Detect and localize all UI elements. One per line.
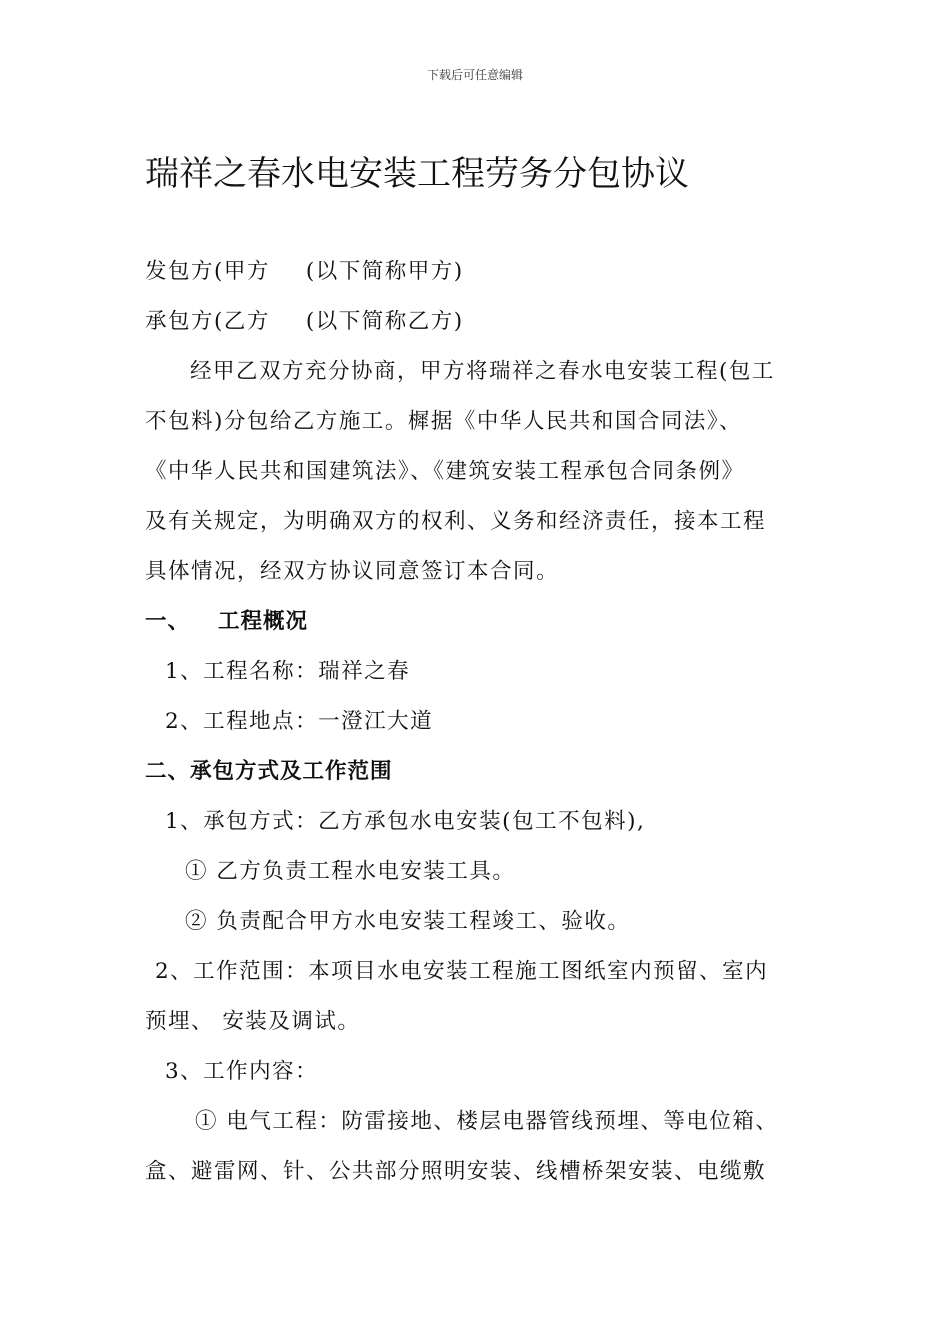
intro-line-5: 具体情况，经双方协议同意签订本合同。: [145, 559, 560, 584]
section-1-title: 工程概况: [218, 609, 309, 634]
section-1-item-1: 1、工程名称：瑞祥之春: [165, 659, 411, 684]
intro-line-1: 经甲乙双方充分协商，甲方将瑞祥之春水电安装工程(包工: [190, 359, 775, 384]
party-b-note: (以下简称乙方): [305, 309, 464, 334]
section-2-item-1: 1、承包方式：乙方承包水电安装(包工不包料),: [165, 809, 646, 834]
party-b-line: [145, 307, 464, 337]
intro-line-3: 《中华人民共和国建筑法》、《建筑安装工程承包合同条例》: [145, 459, 745, 484]
section-2-item-3-detail-2: 盒、避雷网、针、公共部分照明安装、线槽桥架安装、电缆敷: [145, 1159, 767, 1184]
party-a-line: [145, 257, 464, 287]
section-2-item-2-line-2: 预埋、 安装及调试。: [145, 1009, 361, 1034]
section-1-heading: [145, 607, 308, 637]
section-2-item-3-detail-1: ① 电气工程：防雷接地、楼层电器管线预埋、等电位箱、: [195, 1109, 779, 1134]
page-header-note: 下载后可任意编辑: [426, 68, 523, 82]
section-2-heading: 二、承包方式及工作范围: [145, 759, 393, 784]
section-2-sub-2: ② 负责配合甲方水电安装工程竣工、验收。: [185, 909, 631, 934]
party-a-note: (以下简称甲方): [305, 259, 464, 284]
section-2-sub-1: ① 乙方负责工程水电安装工具。: [185, 859, 516, 884]
party-a-label: 发包方(甲方: [145, 259, 270, 284]
section-1-item-2: 2、工程地点：一澄江大道: [165, 709, 434, 734]
intro-line-2: 不包料)分包给乙方施工。樨据《中华人民共和国合同法》、: [145, 409, 743, 434]
document-title: 瑞祥之春水电安装工程劳务分包协议: [145, 154, 689, 194]
party-b-label: 承包方(乙方: [145, 309, 270, 334]
section-2-item-2-line-1: 2、工作范围：本项目水电安装工程施工图纸室内预留、室内: [155, 959, 769, 984]
intro-line-4: 及有关规定，为明确双方的权利、义务和经济责任，接本工程: [145, 509, 767, 534]
section-2-item-3: 3、工作内容：: [165, 1059, 319, 1084]
section-1-number: 一、: [145, 609, 191, 634]
